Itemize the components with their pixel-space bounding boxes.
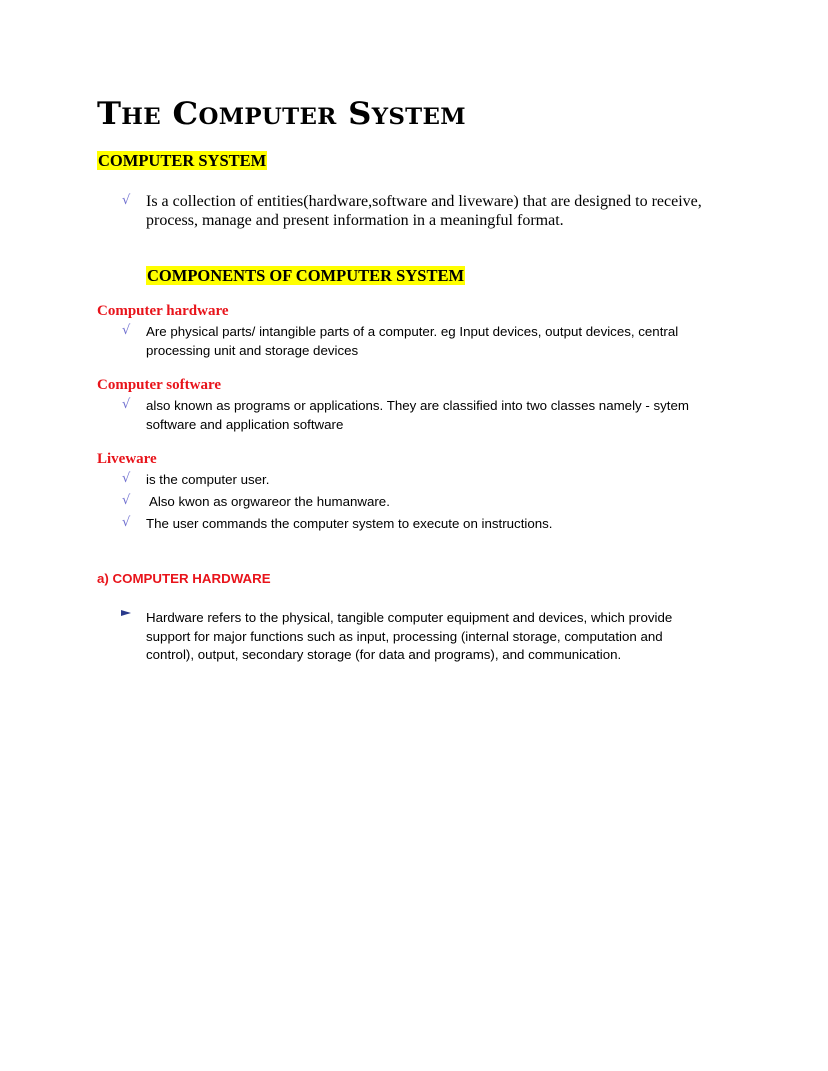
check-mark-icon: √: [122, 515, 131, 530]
subheading-computer-software: Computer software: [97, 377, 222, 393]
check-mark-icon: √: [122, 471, 131, 486]
check-mark-icon: √: [122, 397, 131, 412]
check-mark-icon: √: [122, 193, 131, 208]
heading-computer-system: [97, 151, 267, 171]
list-item: is the computer user.: [146, 472, 270, 487]
highlighted-heading: COMPONENTS OF COMPUTER SYSTEM: [147, 266, 465, 285]
heading-components: [146, 266, 465, 286]
list-item: also known as programs or applications. They are classified into two classes namely - sytem software and application software: [146, 398, 689, 432]
list-item: The user commands the computer system to execute on instructions.: [146, 516, 553, 531]
list-item: Also kwon as orgwareor the humanware.: [146, 494, 390, 509]
check-mark-icon: √: [122, 323, 131, 338]
subheading-liveware: Liveware: [97, 451, 157, 467]
highlighted-heading: COMPUTER SYSTEM: [98, 151, 267, 170]
list-item: Hardware refers to the physical, tangible computer equipment and devices, which provide support for major functions such as input, processing (internal storage, computation and control), output, secondary storage (for data and programs), and communication.: [146, 610, 673, 662]
arrow-bullet-icon: [121, 610, 131, 616]
page-title: The Computer System: [97, 96, 466, 132]
check-mark-icon: √: [122, 493, 131, 508]
computer-system-definition: Is a collection of entities(hardware,software and liveware) that are designed to receive, process, manage and present information in a meaningful format.: [146, 193, 702, 229]
list-item: Are physical parts/ intangible parts of a computer. eg Input devices, output devices, central processing unit and storage devices: [146, 324, 679, 358]
section-heading-computer-hardware: a) COMPUTER HARDWARE: [97, 571, 271, 586]
subheading-computer-hardware: Computer hardware: [97, 303, 229, 319]
